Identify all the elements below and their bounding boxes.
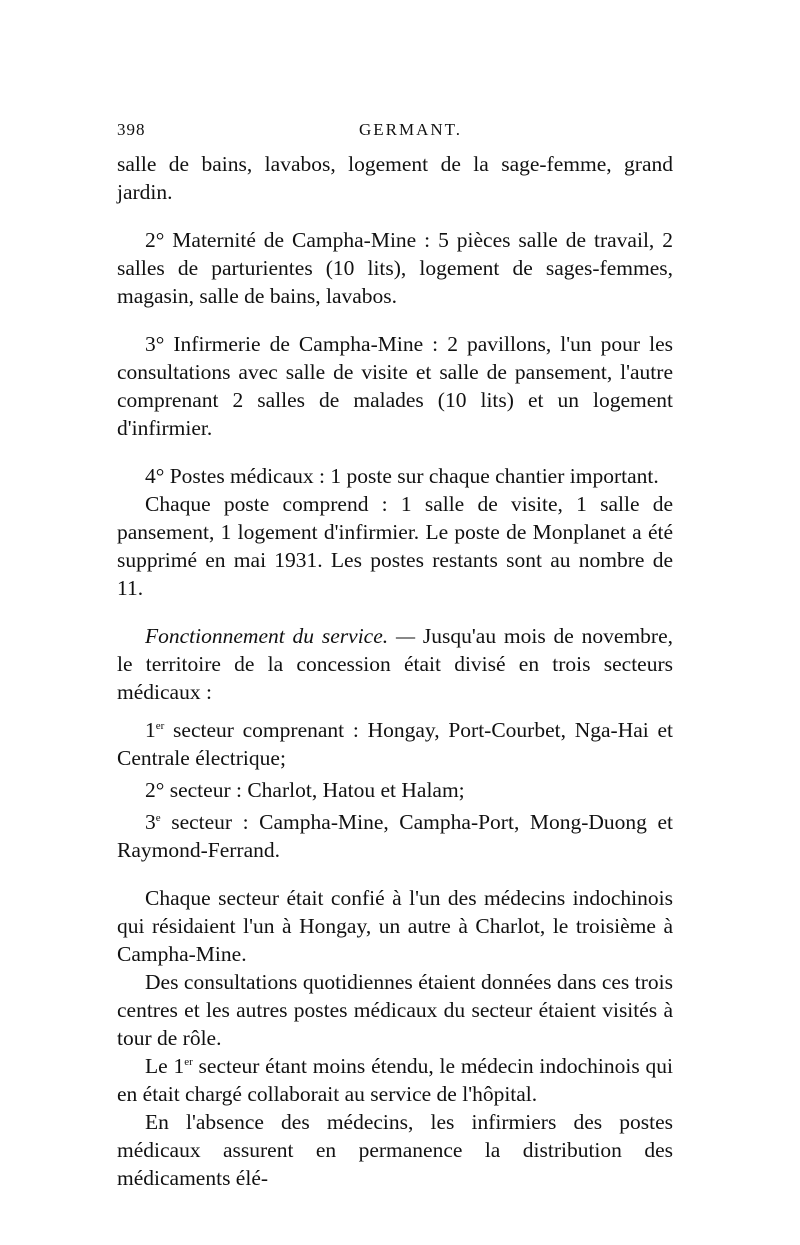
running-title: GERMANT. (359, 120, 463, 139)
ordinal-suffix: e (155, 811, 161, 824)
paragraph-medecins: Chaque secteur était confié à l'un des médecins indochinois qui résidaient l'un à Hongay, un autre à Charlot, le troisième à Campha-Mine. (117, 886, 673, 966)
paragraph-fonctionnement (117, 622, 673, 706)
paragraph-secteur-2: 2° secteur : Charlot, Hatou et Halam; (145, 778, 465, 802)
ordinal-number: 1 (145, 718, 156, 742)
running-head (117, 120, 677, 142)
paragraph-secteur-3 (117, 808, 673, 864)
run-in-heading: Fonctionnement du service. — (145, 624, 416, 648)
paragraph-consultations: Des consultations quotidiennes étaient données dans ces trois centres et les autres postes médicaux du secteur étaient visités à tour de rôle. (117, 970, 673, 1050)
paragraph-infirmerie: 3° Infirmerie de Campha-Mine : 2 pavillons, l'un pour les consultations avec salle de visite et salle de pansement, l'autre comprenant 2 salles de malades (10 lits) et un logement d'infirmier. (117, 332, 673, 440)
paragraph-secteur-1 (117, 716, 673, 772)
paragraph-poste-detail: Chaque poste comprend : 1 salle de visite, 1 salle de pansement, 1 logement d'infirmier. Le poste de Monplanet a été supprimé en mai 1931. Les postes restants sont au nombre de 11. (117, 492, 673, 600)
ordinal-suffix: er (155, 719, 165, 732)
paragraph-text: secteur étant moins étendu, le médecin indochinois qui en était chargé collaborait au service de l'hôpital. (117, 1054, 673, 1106)
paragraph-premier-secteur (117, 1052, 673, 1108)
ordinal-number: Le 1 (145, 1054, 185, 1078)
page-number: 398 (117, 120, 146, 139)
paragraph-text: Jusqu'au mois de novembre, le territoire de la concession était divisé en trois secteurs médicaux : (117, 624, 674, 704)
paragraph: salle de bains, lavabos, logement de la sage-femme, grand jardin. (117, 152, 673, 204)
paragraph-postes: 4° Postes médicaux : 1 poste sur chaque chantier important. (145, 464, 659, 488)
paragraph-text: secteur comprenant : Hongay, Port-Courbet, Nga-Hai et Centrale électrique; (117, 718, 673, 770)
paragraph-text: secteur : Campha-Mine, Campha-Port, Mong-Duong et Raymond-Ferrand. (117, 810, 674, 862)
paragraph-absence: En l'absence des médecins, les infirmiers des postes médicaux assurent en permanence la distribution des médicaments élé- (117, 1110, 673, 1190)
body-text (117, 150, 673, 1192)
ordinal-number: 3 (145, 810, 156, 834)
paragraph-maternite: 2° Maternité de Campha-Mine : 5 pièces salle de travail, 2 salles de parturientes (10 lits), logement de sages-femmes, magasin, salle de bains, lavabos. (117, 228, 673, 308)
ordinal-suffix: er (184, 1055, 193, 1068)
